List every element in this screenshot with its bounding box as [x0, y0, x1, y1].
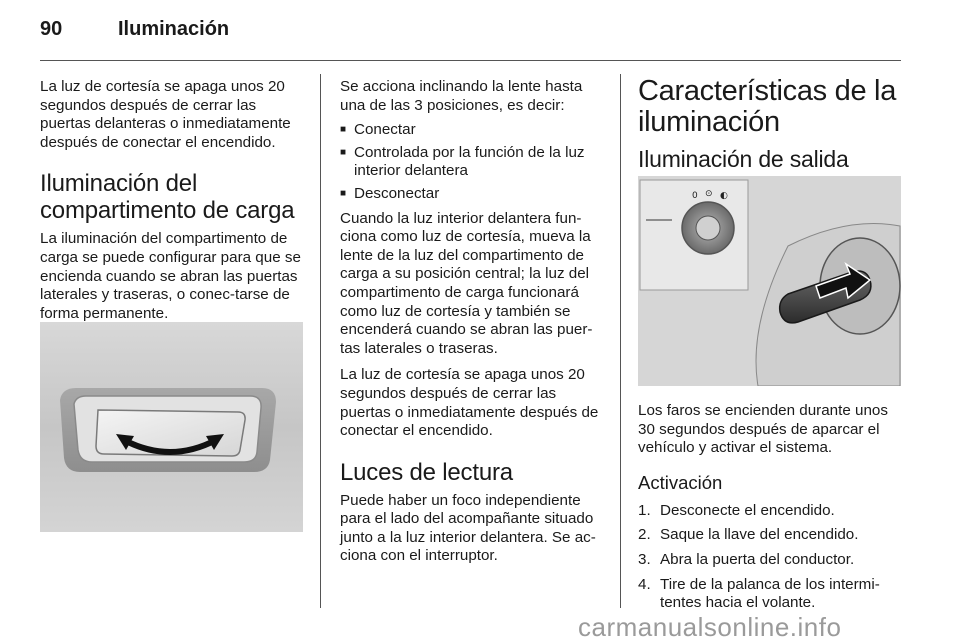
reading-lights-heading: Luces de lectura [340, 458, 513, 486]
step-number: 3. [638, 550, 651, 568]
column-3 [638, 76, 906, 179]
watermark: carmanualsonline.info [578, 612, 842, 642]
step-3 [638, 551, 906, 570]
column-1 [40, 78, 306, 331]
knob-symbol-off: 0 [692, 191, 698, 201]
column-3-lower [638, 402, 906, 619]
exit-lighting-paragraph: Los faros se encienden durante unos 30 segundos después de aparcar el vehículo y activar el sistema. [638, 402, 888, 457]
activation-heading: Activación [638, 471, 723, 493]
step-number: 1. [638, 501, 651, 519]
column-divider-1 [320, 74, 321, 608]
step-text: Desconecte el encendido. [660, 501, 835, 519]
courtesy-light-paragraph: La luz de cortesía se apaga unos 20 segundos después de cerrar las puertas delanteras o inmediatamente después de conectar el encendido. [40, 78, 291, 151]
chapter-title: Iluminación [118, 18, 230, 40]
operation-intro: Se acciona inclinando la lente hasta una de las 3 posiciones, es decir: [340, 78, 583, 114]
step-text: Tire de la palanca de los intermi‐tentes hacia el volante. [660, 575, 880, 612]
page-number: 90 [40, 18, 63, 40]
bullet-disconnect: ■ Desconectar [340, 185, 606, 204]
header-rule [40, 60, 901, 61]
step-4 [638, 576, 906, 613]
step-2 [638, 526, 906, 545]
courtesy-mode-paragraph: Cuando la luz interior delantera fun‐ciona como luz de cortesía, mueva la lente de la luz del compartimento de carga a su posición central; la luz del compartimento de carga funcionará como luz de cortesía y también se encenderá cuando se abran las puer‐tas laterales o traseras. [340, 209, 593, 357]
bullet-connect: ■ Conectar [340, 121, 606, 140]
step-number: 2. [638, 526, 651, 544]
cargo-light-image [40, 322, 303, 532]
knob-center [696, 216, 720, 240]
knob-symbol-headlight: ◐ [720, 191, 728, 201]
column-2 [340, 78, 606, 574]
reading-lights-paragraph: Puede haber un foco independiente para el lado del acompañante situado junto a la luz interior delantera. Se ac‐ciona con el interruptor. [340, 491, 596, 565]
cargo-lighting-paragraph: La iluminación del compartimento de carga se puede configurar para que se encienda cuando se abran las puertas laterales y traseras, o conec‐tarse de forma permanente. [40, 230, 301, 322]
step-text: Abra la puerta del conductor. [660, 550, 855, 568]
step-number: 4. [638, 575, 651, 593]
headlight-switch-image [638, 176, 901, 386]
cargo-lighting-heading: Iluminación del compartimento de carga [40, 170, 295, 225]
step-1 [638, 502, 906, 521]
courtesy-off-paragraph: La luz de cortesía se apaga unos 20 segundos después de cerrar las puertas o inmediatamente después de conectar el encendido. [340, 366, 599, 440]
exit-lighting-heading: Iluminación de salida [638, 146, 849, 172]
knob-symbol-parking: ⊙ [705, 189, 713, 199]
column-divider-2 [620, 74, 621, 608]
lighting-features-heading: Características de la iluminación [638, 75, 897, 138]
step-text: Saque la llave del encendido. [660, 526, 859, 544]
bullet-controlled: ■ Controlada por la función de la luz interior delantera [340, 144, 606, 181]
